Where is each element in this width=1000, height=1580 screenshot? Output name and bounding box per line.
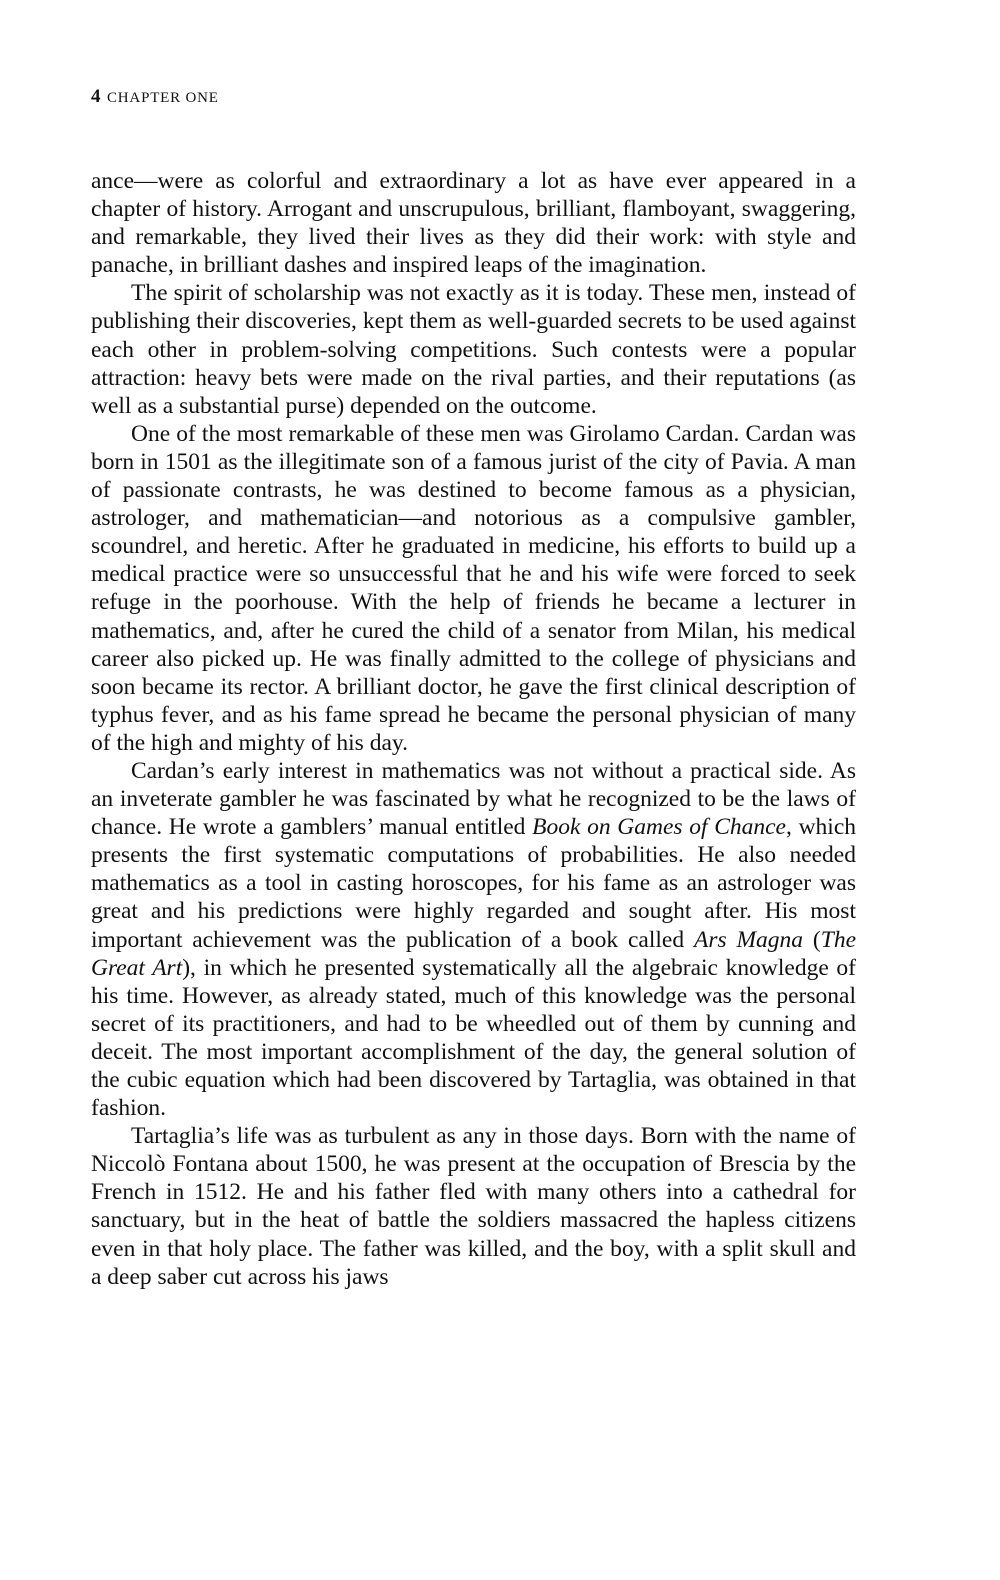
book-title: The Great Art	[91, 926, 857, 981]
paragraph-continuation: ance—were as colorful and extraordinary a lot as have ever appeared in a chapter of history. Arrogant and unscrupulous, brilliant, flamboyant, swaggering, and remarkable, they lived their lives as they did their work: with style and panache, in brilliant dashes and inspired leaps of the imagination.	[91, 168, 856, 279]
text-segment: ), in which he presented systematically all the algebraic knowledge of his time. However, as already stated, much of this knowledge was the personal secret of its practitioners, and had to be wheedled out of them by cunning and deceit. The most important accomplishment of the day, the general solution of the cubic equation which had been discovered by Tartaglia, was obtained in that fashion.	[91, 954, 856, 1122]
text-segment: , which presents the first systematic computations of probabilities. He also needed mathematics as a tool in casting horoscopes, for his fame as an astrologer was great and his predictions were highly regarded and sought after. His most important achievement was the publication of a book called	[91, 814, 856, 953]
body-text	[91, 167, 856, 1291]
text-segment: Cardan’s early interest in mathematics was not without a practical side. As an inveterate gambler he was fascinated by what he recognized to be the laws of chance. He wrote a gamblers’ manual entitled	[91, 757, 856, 841]
page-number: 4	[91, 86, 101, 107]
book-title: Ars Magna	[693, 926, 804, 953]
paragraph-cardan-biography: One of the most remarkable of these men was Girolamo Cardan. Cardan was born in 1501 as the illegitimate son of a famous jurist of the city of Pavia. A man of passionate contrasts, he was destined to become famous as a physician, astrologer, and mathematician—and notorious as a compulsive gambler, scoundrel, and heretic. After he graduated in medicine, his efforts to build up a medical practice were so unsuccessful that he and his wife were forced to seek refuge in the poorhouse. With the help of friends he became a lecturer in mathematics, and, after he cured the child of a senator from Milan, his medical career also picked up. He was finally admitted to the college of physicians and soon became its rector. A brilliant doctor, he gave the first clinical description of typhus fever, and as his fame spread he became the personal physician of many of the high and mighty of his day.	[91, 420, 856, 756]
paragraph-cardan-mathematics	[91, 757, 856, 1122]
chapter-title: CHAPTER ONE	[107, 90, 219, 106]
running-head	[91, 85, 219, 110]
book-title: Book on Games of Chance	[532, 814, 786, 841]
paragraph-scholarship: The spirit of scholarship was not exactly as it is today. These men, instead of publishing their discoveries, kept them as well-guarded secrets to be used against each other in problem-solving competitions. Such contests were a popular attraction: heavy bets were made on the rival parties, and their reputations (as well as a substantial purse) depended on the outcome.	[91, 280, 856, 419]
text-segment: (	[803, 926, 821, 953]
paragraph-tartaglia: Tartaglia’s life was as turbulent as any in those days. Born with the name of Niccolò Fontana about 1500, he was present at the occupation of Brescia by the French in 1512. He and his father fled with many others into a cathedral for sanctuary, but in the heat of battle the soldiers massacred the hapless citizens even in that holy place. The father was killed, and the boy, with a split skull and a deep saber cut across his jaws	[91, 1123, 856, 1290]
